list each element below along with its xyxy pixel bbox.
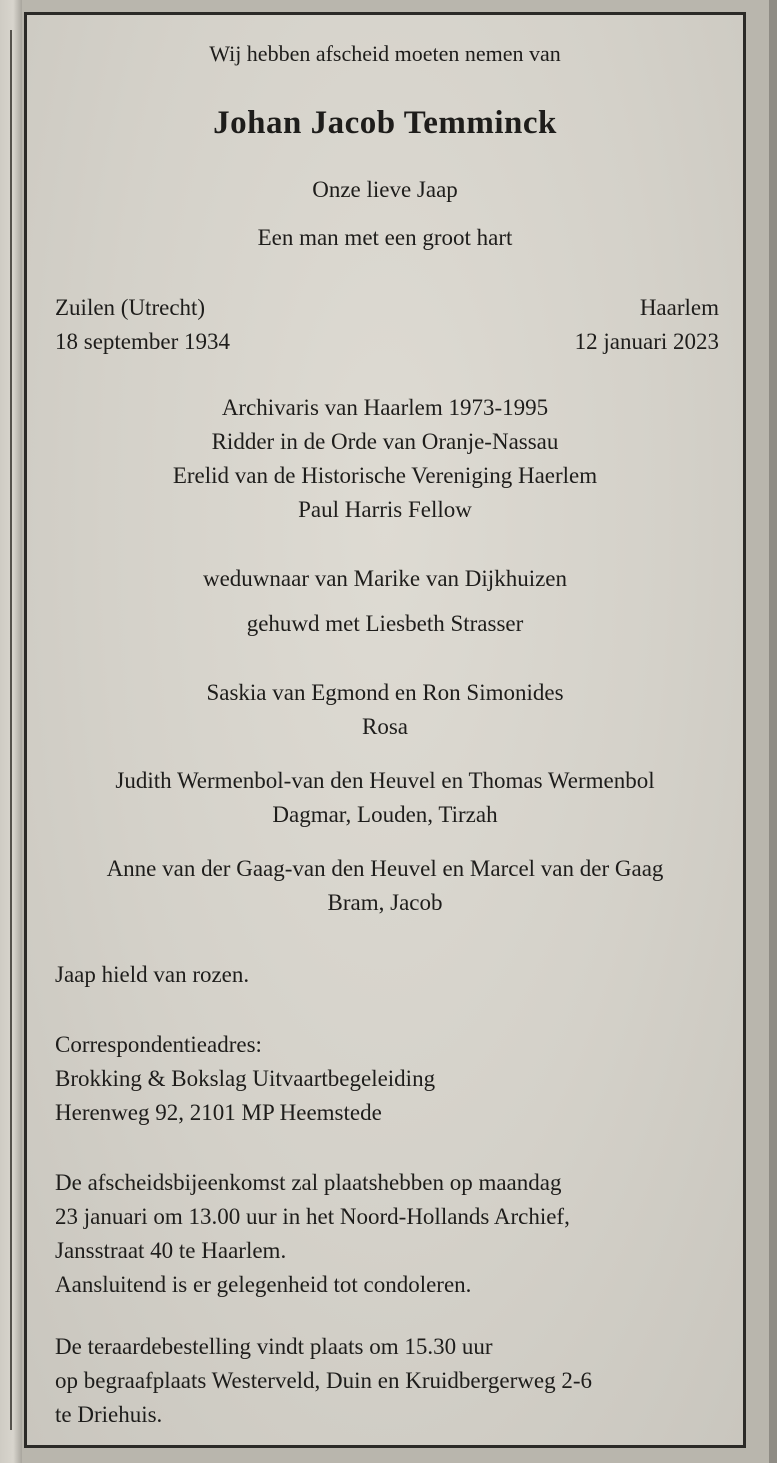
- intro-line: Wij hebben afscheid moeten nemen van: [209, 41, 561, 66]
- obituary-notice: [24, 12, 746, 1448]
- birth-date: 18 september 1934: [55, 329, 231, 354]
- deceased-name: Johan Jacob Temminck: [213, 105, 557, 141]
- family-children: Rosa: [362, 714, 408, 739]
- burial-line: De teraardebestelling vindt plaats om 15.30 uur: [55, 1334, 493, 1359]
- family-parents: Anne van der Gaag-van den Heuvel en Marcel van der Gaag: [106, 856, 664, 881]
- burial-line: op begraafplaats Westerveld, Duin en Kruidbergerweg 2-6: [55, 1368, 592, 1393]
- honor-line: Paul Harris Fellow: [298, 497, 472, 522]
- widower-line: weduwnaar van Marike van Dijkhuizen: [202, 566, 568, 591]
- honor-line: Archivaris van Haarlem 1973-1995: [221, 395, 549, 420]
- adjacent-page-edge: [0, 0, 22, 1463]
- correspondence-line: Brokking & Bokslag Uitvaartbegeleiding: [55, 1066, 436, 1091]
- family-parents: Judith Wermenbol-van den Heuvel en Thomas Wermenbol: [115, 768, 655, 793]
- correspondence-line: Herenweg 92, 2101 MP Heemstede: [55, 1100, 382, 1125]
- adjacent-page-edge-right: [769, 0, 777, 1463]
- honor-line: Ridder in de Orde van Oranje-Nassau: [211, 429, 559, 454]
- gathering-line: Jansstraat 40 te Haarlem.: [55, 1238, 287, 1263]
- married-line: gehuwd met Liesbeth Strasser: [246, 611, 524, 636]
- nickname: Onze lieve Jaap: [312, 177, 458, 202]
- tagline: Een man met een groot hart: [257, 225, 513, 250]
- family-parents: Saskia van Egmond en Ron Simonides: [206, 680, 564, 705]
- gathering-line: De afscheidsbijeenkomst zal plaatshebben op maandag: [55, 1170, 562, 1195]
- death-date: 12 januari 2023: [574, 329, 719, 354]
- gathering-line: Aansluitend is er gelegenheid tot condoleren.: [55, 1272, 472, 1297]
- burial-line: te Driehuis.: [55, 1402, 163, 1427]
- honor-line: Erelid van de Historische Vereniging Haerlem: [172, 463, 598, 488]
- birth-place: Zuilen (Utrecht): [55, 295, 206, 320]
- gathering-line: 23 januari om 13.00 uur in het Noord-Hollands Archief,: [55, 1204, 570, 1229]
- correspondence-heading: Correspondentieadres:: [55, 1032, 262, 1057]
- roses-line: Jaap hield van rozen.: [55, 962, 250, 987]
- family-children: Dagmar, Louden, Tirzah: [272, 802, 498, 827]
- family-children: Bram, Jacob: [327, 890, 443, 915]
- death-place: Haarlem: [639, 295, 719, 320]
